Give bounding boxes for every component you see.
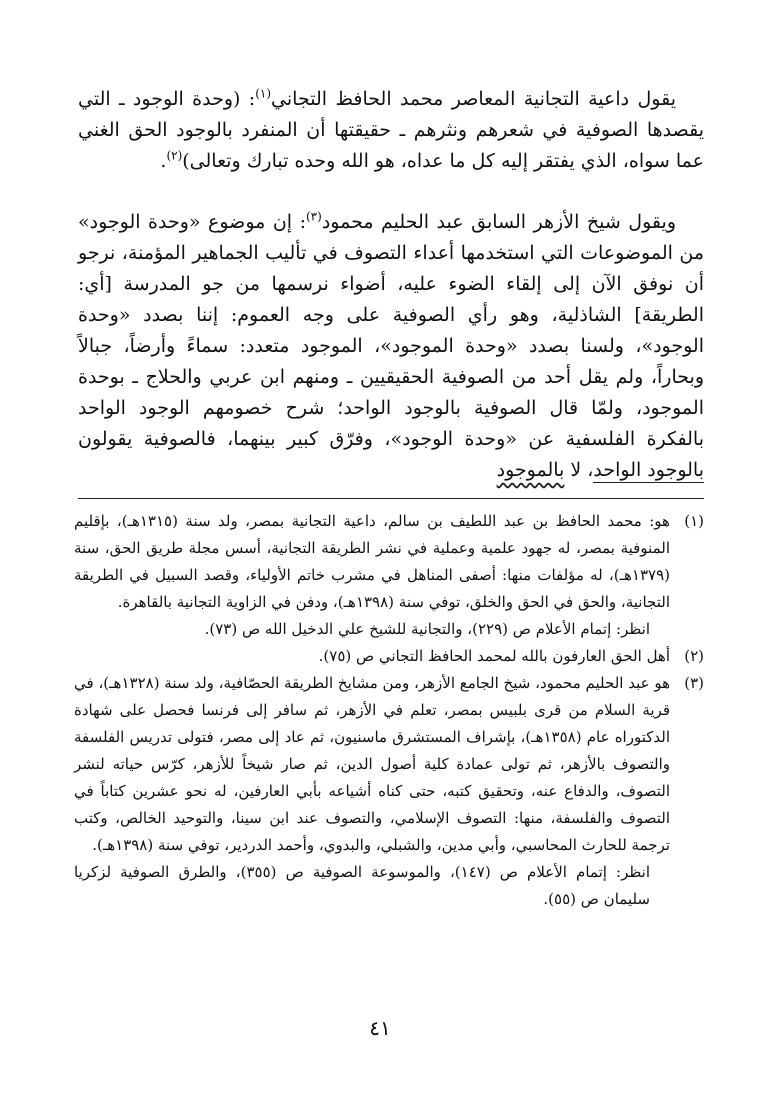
footnote-number: (٢) [684, 647, 704, 665]
footnote-reference: انظر: إتمام الأعلام ص (٢٢٩)، والتجانية للشيخ علي الدخيل الله ص (٧٣). [204, 620, 650, 638]
footnote-marker: (١) [255, 86, 272, 101]
footnote-number: (٣) [684, 674, 704, 692]
paragraph-text: . [160, 150, 167, 172]
underlined-phrase: بالوجود الواحد [593, 459, 704, 481]
footnote-marker: (٢) [166, 148, 183, 163]
footnote-divider [78, 498, 704, 499]
footnote-marker: (٣) [305, 209, 322, 224]
footnote-number: (١) [684, 512, 704, 530]
footnote [74, 670, 704, 859]
footnote [74, 643, 704, 670]
paragraph-text: ويقول شيخ الأزهر السابق عبد الحليم محمود [321, 211, 676, 233]
footnotes [74, 508, 704, 913]
paragraph-text: ، لا [564, 459, 594, 481]
wavy-underlined-phrase: بالموجود [496, 459, 565, 481]
footnote [74, 508, 704, 616]
footnote-text: أهل الحق العارفون بالله لمحمد الحافظ التجاني ص (٧٥). [318, 647, 670, 665]
main-text [78, 84, 704, 486]
footnote-reference: انظر: إتمام الأعلام ص (١٤٧)، والموسوعة الصوفية ص (٣٥٥)، والطرق الصوفية لزكريا سليمان ص (٥٥). [74, 863, 650, 908]
page-number: ٤١ [369, 1016, 391, 1040]
paragraph [78, 207, 704, 486]
footnote-text: هو عبد الحليم محمود، شيخ الجامع الأزهر، ومن مشايخ الطريقة الحصّافية، ولد سنة (١٣٢٨هـ)، في قرية السلام من قرى بلبيس بمصر، تعلم في الأزهر، ثم سافر إلى فرنسا فحصل على شهادة الدكتوراه عام (١٣٥٨هـ)، بإشراف المستشرق ماسنيون، ثم عاد إلى مصر، فتولى تدريس الفلسفة والتصوف بالأزهر، ثم تولى عمادة كلية أصول الدين، ثم صار شيخاً للأزهر، كرّس حياته لنشر التصوف، والدفاع عنه، وتحقيق كتبه، حتى كناه أشياعه بأبي العارفين، له نحو عشرين كتاباً في التصوف والفلسفة، منها: التصوف الإسلامي، والتصوف عند ابن سينا، والتوحيد الخالص، وكتب ترجمة للحارث المحاسبي، وأبي مدين، والشبلي، والبدوي، وأحمد الدردير، توفي سنة (١٣٩٨هـ). [74, 674, 670, 854]
paragraph [78, 84, 704, 177]
paragraph-text: : (وحدة الوجود ـ التي يقصدها الصوفية في شعرهم ونثرهم ـ حقيقتها أن المنفرد بالوجود الحق الغني عما سواه، الذي يفتقر إليه كل ما عداه، هو الله وحده تبارك وتعالى) [78, 88, 704, 172]
footnote-text: هو: محمد الحافظ بن عبد اللطيف بن سالم، داعية التجانية بمصر، ولد سنة (١٣١٥هـ)، بإقليم المنوفية بمصر، له جهود علمية وعملية في نشر الطريقة التجانية، أسس مجلة طريق الحق، سنة (١٣٧٩هـ)، له مؤلفات منها: أصفى المناهل في مشرب خاتم الأولياء، وقصد السبيل في الطريقة التجانية، والحق في الحق والخلق، توفي سنة (١٣٩٨هـ)، ودفن في الزاوية التجانية بالقاهرة. [74, 512, 670, 611]
paragraph-text: : إن موضوع «وحدة الوجود» من الموضوعات التي استخدمها أعداء التصوف في تأليب الجماهير المؤمنة، نرجو أن نوفق الآن إلى إلقاء الضوء عليه، أضواء نرسمها من جو المدرسة [أي: الطريقة] الشاذلية، وهو رأي الصوفية على وجه العموم: إننا بصدد «وحدة الوجود»، ولسنا بصدد «وحدة الموجود»، الموجود متعدد: سماءً وأرضاً، جبالاً وبحاراً، ولم يقل أحد من الصوفية الحقيقيين ـ ومنهم ابن عربي والحلاج ـ بوحدة الموجود، ولمّا قال الصوفية بالوجود الواحد؛ شرح خصومهم الوجود الواحد بالفكرة الفلسفية عن «وحدة الوجود»، وفرّق كبير بينهما، فالصوفية يقولون [78, 211, 704, 450]
paragraph-text: يقول داعية التجانية المعاصر محمد الحافظ التجاني [271, 88, 676, 110]
